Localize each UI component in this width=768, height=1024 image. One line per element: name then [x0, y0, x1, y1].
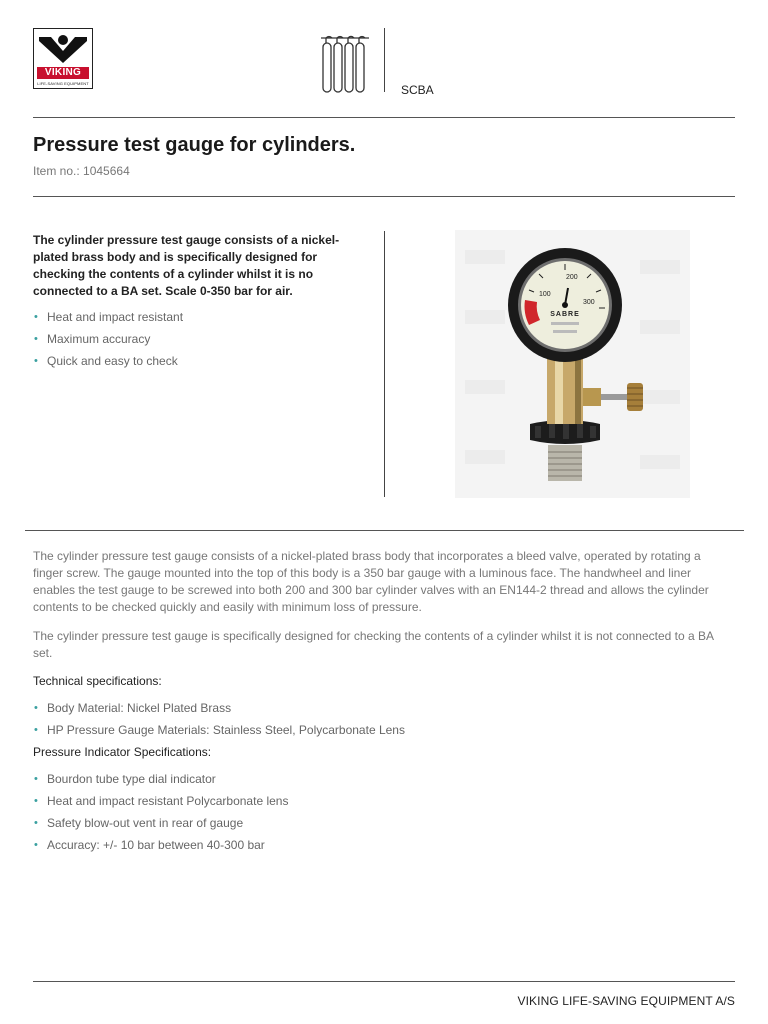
- logo-tagline: LIFE-SAVING EQUIPMENT: [37, 81, 89, 86]
- indicator-specs-list: [33, 772, 723, 852]
- item-number: Item no.: 1045664: [33, 164, 130, 178]
- page-title: Pressure test gauge for cylinders.: [33, 134, 356, 156]
- list-item: • Quick and easy to check: [33, 354, 353, 368]
- logo-wordmark: VIKING: [37, 67, 89, 79]
- key-features-list: [33, 310, 353, 376]
- viking-logo: [33, 28, 93, 89]
- details-paragraph: The cylinder pressure test gauge is specifically designed for checking the contents of a cylinder whilst it is not connected to a BA set.: [33, 629, 714, 660]
- title-rule: [33, 196, 735, 197]
- details-paragraph: The cylinder pressure test gauge consists of a nickel-plated brass body that incorporates a bleed valve, operated by rotating a finger screw. The gauge mounted into the top of this body is a 350 bar gauge with a luminous face. The handwheel and liner enables the test gauge to be screwed into both 200 and 300 bar cylinder valves with an EN144-2 thread and allows the cylinder contents to be checked quickly and easily with minimum loss of pressure.: [33, 549, 709, 614]
- dial-label-300: 300: [583, 299, 595, 306]
- footer-rule: [33, 981, 735, 982]
- details-section: [33, 548, 723, 860]
- tech-specs-list: [33, 701, 723, 737]
- list-item: • Heat and impact resistant Polycarbonate lens: [33, 794, 723, 808]
- column-divider: [384, 231, 385, 497]
- list-item: • Heat and impact resistant: [33, 310, 353, 324]
- list-item: • Safety blow-out vent in rear of gauge: [33, 816, 723, 830]
- tech-specs-heading: Technical specifications:: [33, 674, 162, 688]
- intro-text: The cylinder pressure test gauge consists of a nickel-plated brass body and is specifically designed for checking the contents of a cylinder whilst it is no connected to a BA set. Scale 0-350 bar for air.: [33, 233, 340, 298]
- list-item: • Body Material: Nickel Plated Brass: [33, 701, 723, 715]
- dial-label-200: 200: [566, 274, 578, 281]
- viking-emblem-icon: [34, 29, 92, 67]
- list-item: • Maximum accuracy: [33, 332, 353, 346]
- product-image: [455, 230, 690, 498]
- footer-company: VIKING LIFE-SAVING EQUIPMENT A/S: [517, 994, 735, 1008]
- category-label: SCBA: [401, 83, 434, 97]
- dial-label-100: 100: [539, 291, 551, 298]
- list-item: • Bourdon tube type dial indicator: [33, 772, 723, 786]
- gauge-brand: SABRE: [550, 311, 580, 318]
- list-item: • Accuracy: +/- 10 bar between 40-300 bar: [33, 838, 723, 852]
- indicator-specs-heading: Pressure Indicator Specifications:: [33, 745, 212, 759]
- list-item: • HP Pressure Gauge Materials: Stainless Steel, Polycarbonate Lens: [33, 723, 723, 737]
- header-rule: [33, 117, 735, 118]
- section-rule: [25, 530, 744, 531]
- cylinders-icon: [320, 34, 370, 94]
- header-divider: [384, 28, 385, 92]
